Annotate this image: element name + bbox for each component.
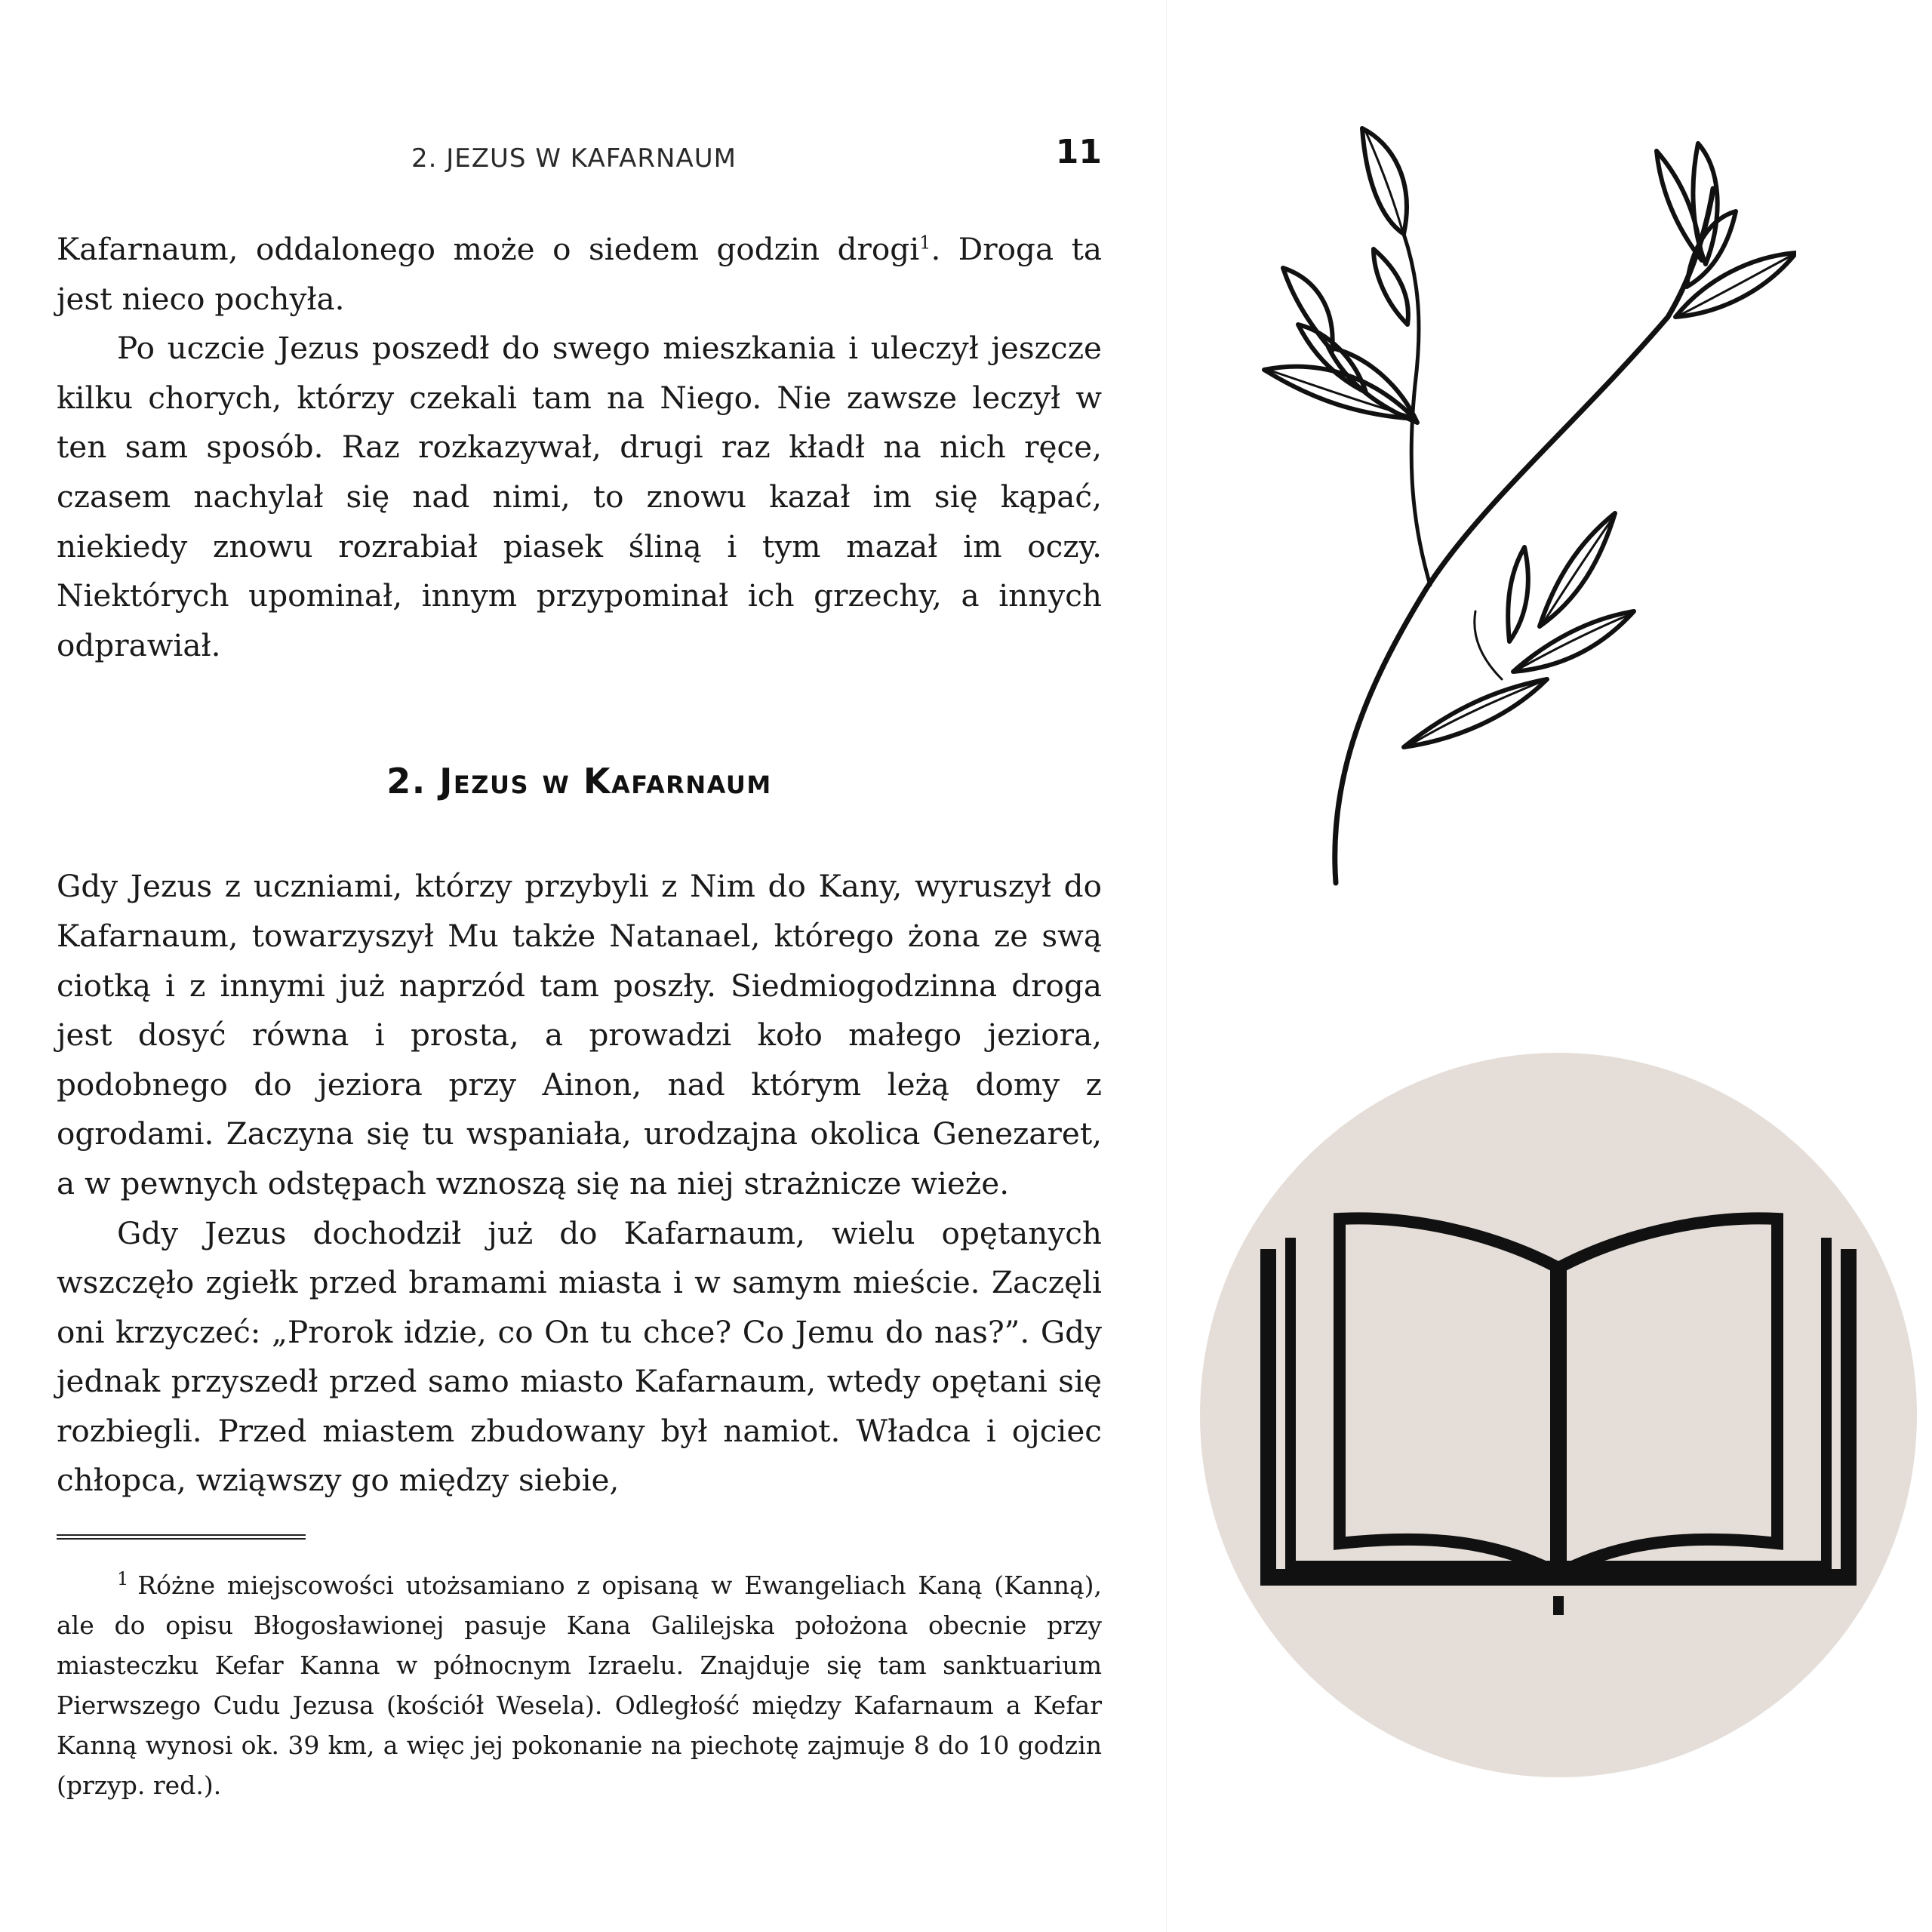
open-book-icon (1260, 1204, 1857, 1626)
footnote (57, 1565, 1102, 1805)
book-page-text (57, 113, 1102, 1805)
leafy-branch-icon (1253, 98, 1796, 891)
chapter-paragraph-2: Gdy Jezus dochodził już do Kafarnaum, wielu opętanych wszczęło zgiełk przed bramami miasta i w samym mieście. Zaczęli oni krzyczeć: „Prorok idzie, co On tu chce? Co Jemu do nas?”. Gdy jednak przyszedł przed samo miasto Kafarnaum, wtedy opętani się rozbiegli. Przed miastem zbudowany był namiot. Władca i ojciec chłopca, wziąwszy go między siebie, (57, 1214, 1102, 1499)
intro-line-end: . Droga ta jest nieco pochyła. (57, 231, 1102, 317)
book-icon-badge (1200, 1053, 1917, 1777)
footnote-reference: 1 (919, 232, 931, 254)
footnote-text: Różne miejscowości utożsamiano z opisaną w Ewangeliach Kaną (Kanną), ale do opisu Błogosławionej pasuje Kana Galilejska położona obecnie przy miasteczku Kefar Kanna w północnym Izraelu. Znajduje się tam sanktuarium Pierwszego Cudu Jezusa (kościół Wesela). Odległość między Kafarnaum a Kefar Kanną wynosi ok. 39 km, a więc jej pokonanie na piechotę zajmuje 8 do 10 godzin (przyp. red.). (57, 1571, 1102, 1801)
intro-line-start: Kafarnaum, oddalonego może o siedem godzin drogi (57, 231, 920, 267)
intro-paragraph-2: Po uczcie Jezus poszedł do swego mieszkania i uleczył jeszcze kilku chorych, którzy czekali tam na Niego. Nie zawsze leczył w ten sam sposób. Raz rozkazywał, drugi raz kładł na nich ręce, czasem nachylał się nad nimi, to znowu kazał im się kąpać, niekiedy znowu rozrabiał piasek śliną i tym mazał im oczy. Niektórych upominał, innym przypominał ich grzechy, a innych odprawiał. (57, 330, 1102, 663)
chapter-text (57, 862, 1102, 1506)
intro-paragraph-1 (57, 225, 1102, 324)
running-head (57, 113, 1102, 181)
page-number: 11 (1055, 133, 1102, 171)
footnote-mark: 1 (117, 1568, 129, 1590)
chapter-paragraph-1: Gdy Jezus z uczniami, którzy przybyli z Nim do Kany, wyruszył do Kafarnaum, towarzyszył Mu także Natanael, którego żona ze swą ciotką i z innymi już naprzód tam poszły. Siedmiogodzinna droga jest dosyć równa i prosta, a prowadzi koło małego jeziora, podobnego do jeziora przy Ainon, nad którym leżą domy z ogrodami. Zaczyna się tu wspaniała, urodzajna okolica Genezaret, a w pewnych odstępach wznoszą się na niej strażnicze wieże. (57, 868, 1102, 1201)
running-title: 2. JEZUS W KAFARNAUM (411, 143, 737, 174)
chapter-heading: 2. Jezus w Kafarnaum (386, 761, 772, 802)
footnote-divider (57, 1534, 306, 1540)
intro-text (57, 225, 1102, 670)
column-divider (1166, 0, 1167, 1932)
